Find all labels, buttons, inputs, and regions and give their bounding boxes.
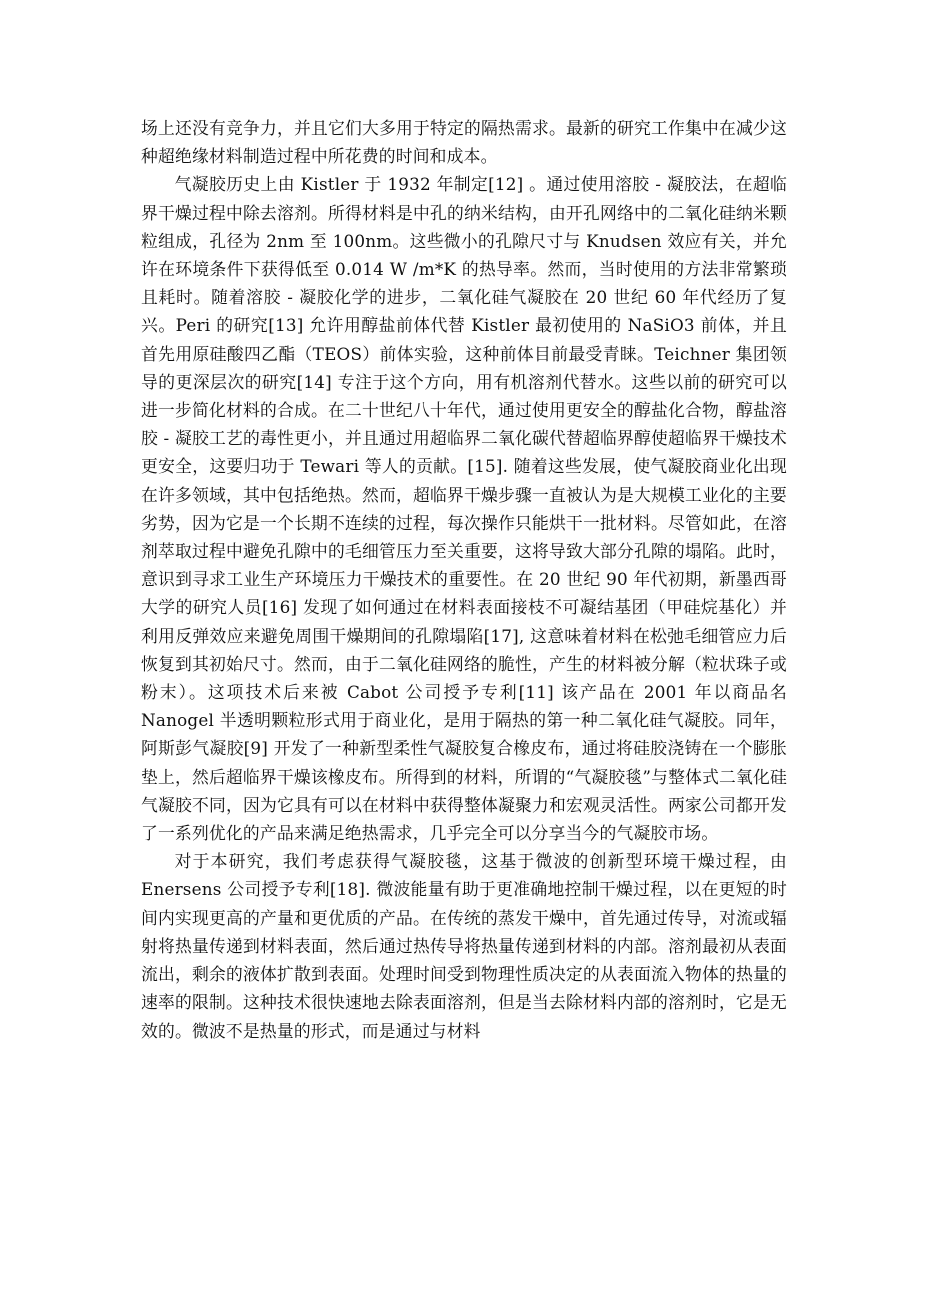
paragraph-microwave-drying: 对于本研究，我们考虑获得气凝胶毯，这基于微波的创新型环境干燥过程，由 Enersens 公司授予专利[18]. 微波能量有助于更准确地控制干燥过程，以在更短的时间内实现更高的产量和更优质的产品。在传统的蒸发干燥中，首先通过传导，对流或辐射将热量传递到材料表面，然后通过热传导将热量传递到材料的内部。溶剂最初从表面流出，剩余的液体扩散到表面。处理时间受到物理性质决定的从表面流入物体的热量的速率的限制。这种技术很快速地去除表面溶剂，但是当去除材料内部的溶剂时，它是无效的。微波不是热量的形式，而是通过与材料: [141, 851, 787, 1041]
body-text: [141, 114, 787, 1045]
paragraph-continuation: 场上还没有竞争力，并且它们大多用于特定的隔热需求。最新的研究工作集中在减少这种超绝缘材料制造过程中所花费的时间和成本。: [141, 118, 787, 167]
paragraph-aerogel-history: 气凝胶历史上由 Kistler 于 1932 年制定[12] 。通过使用溶胶 - 凝胶法，在超临界干燥过程中除去溶剂。所得材料是中孔的纳米结构，由开孔网络中的二氧化硅纳米颗粒组成，孔径为 2nm 至 100nm。这些微小的孔隙尺寸与 Knudsen 效应有关，并允许在环境条件下获得低至 0.014 W /m*K 的热导率。然而，当时使用的方法非常繁琐且耗时。随着溶胶 - 凝胶化学的进步，二氧化硅气凝胶在 20 世纪 60 年代经历了复兴。Peri 的研究[13] 允许用醇盐前体代替 Kistler 最初使用的 NaSiO3 前体，并且首先用原硅酸四乙酯（TEOS）前体实验，这种前体目前最受青睐。Teichner 集团领导的更深层次的研究[14] 专注于这个方向，用有机溶剂代替水。这些以前的研究可以进一步简化材料的合成。在二十世纪八十年代，通过使用更安全的醇盐化合物，醇盐溶胶 - 凝胶工艺的毒性更小，并且通过用超临界二氧化碳代替超临界醇使超临界干燥技术更安全，这要归功于 Tewari 等人的贡献。[15]. 随着这些发展，使气凝胶商业化出现在许多领域，其中包括绝热。然而，超临界干燥步骤一直被认为是大规模工业化的主要劣势，因为它是一个长期不连续的过程，每次操作只能烘干一批材料。尽管如此，在溶剂萃取过程中避免孔隙中的毛细管压力至关重要，这将导致大部分孔隙的塌陷。此时，意识到寻求工业生产环境压力干燥技术的重要性。在 20 世纪 90 年代初期，新墨西哥大学的研究人员[16] 发现了如何通过在材料表面接枝不可凝结基团（甲硅烷基化）并利用反弹效应来避免周围干燥期间的孔隙塌陷[17], 这意味着材料在松弛毛细管应力后恢复到其初始尺寸。然而，由于二氧化硅网络的脆性，产生的材料被分解（粒状珠子或粉末）。这项技术后来被 Cabot 公司授予专利[11] 该产品在 2001 年以商品名 Nanogel 半透明颗粒形式用于商业化，是用于隔热的第一种二氧化硅气凝胶。同年，阿斯彭气凝胶[9] 开发了一种新型柔性气凝胶复合橡皮布，通过将硅胶浇铸在一个膨胀垫上，然后超临界干燥该橡皮布。所得到的材料，所谓的“气凝胶毯”与整体式二氧化硅气凝胶不同，因为它具有可以在材料中获得整体凝聚力和宏观灵活性。两家公司都开发了一系列优化的产品来满足绝热需求，几乎完全可以分享当今的气凝胶市场。: [141, 174, 787, 844]
